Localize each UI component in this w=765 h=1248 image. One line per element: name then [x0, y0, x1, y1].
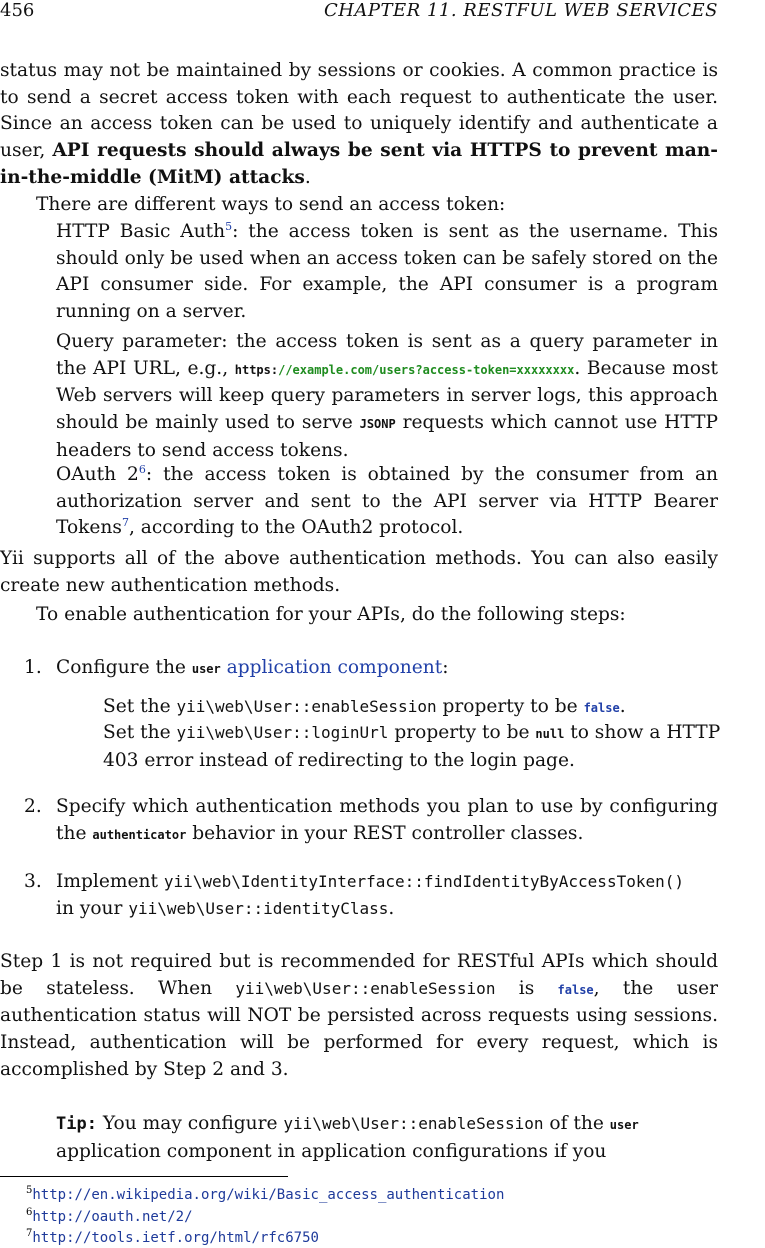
footnote-5 — [26, 1184, 504, 1205]
method-term: OAuth 2 — [56, 464, 139, 485]
enable-session-code: yii\web\User::enableSession — [235, 978, 496, 998]
sub-text: to show a HTTP 403 error instead of redirecting to the login page. — [103, 722, 721, 771]
method-term: HTTP Basic Auth — [56, 221, 226, 242]
step-text-pre: Specify which authentication methods you plan to use by configuring the — [56, 796, 718, 844]
footnote-link[interactable]: http://oauth.net/2/ — [32, 1209, 193, 1225]
find-identity-code: yii\web\IdentityInterface::findIdentityByAccessToken() — [163, 872, 684, 891]
example-url-scheme: https: — [234, 362, 279, 377]
tip-text: of the — [543, 1113, 610, 1134]
sub-text: . — [619, 696, 626, 717]
intro-text: status may not be maintained by sessions or cookies. A common practice is to send a secret access token with each request to authenticate the user. Since an access token can be used to uniquely identify and authenticate a user, — [0, 60, 718, 162]
footnote-number: 6 — [26, 1207, 33, 1218]
sub-text: Set the — [103, 696, 177, 717]
footnote-number: 5 — [26, 1185, 33, 1196]
sub-text: Set the — [103, 722, 177, 743]
footnote-ref-7[interactable]: 7 — [121, 516, 129, 530]
method-desc: : the access token is obtained by the consumer from an authorization server and sent to the API server via HTTP Bearer Tokens — [56, 464, 719, 539]
step-2-text — [56, 794, 718, 848]
jsonp-code: JSONP — [359, 417, 396, 432]
login-url-code: yii\web\User::loginUrl — [176, 723, 389, 742]
user-code: user — [191, 662, 221, 676]
tip-text: You may configure — [96, 1113, 284, 1134]
false-value: false — [583, 701, 620, 715]
step-note-paragraph — [0, 949, 718, 1084]
note-text: is — [495, 977, 558, 999]
method-desc: , according to the OAuth2 protocol. — [128, 517, 464, 539]
footnote-7 — [26, 1227, 319, 1248]
tip-box — [56, 1111, 676, 1165]
application-component-link[interactable]: application component — [226, 657, 443, 678]
enable-session-code: yii\web\User::enableSession — [176, 697, 437, 716]
enable-session-code: yii\web\User::enableSession — [283, 1114, 544, 1133]
step-1-sub-enable-session — [103, 694, 723, 722]
step-number: 2. — [24, 796, 42, 817]
step-text-pre: Implement — [56, 871, 164, 892]
footnote-divider — [0, 1176, 288, 1177]
step-text-post: behavior in your REST controller classes. — [186, 822, 584, 844]
step-text — [56, 896, 765, 923]
https-warning: API requests should always be sent via HTTPS to prevent man-in-the-middle (MitM) attacks — [0, 140, 718, 188]
footnote-link[interactable]: http://tools.ietf.org/html/rfc6750 — [32, 1230, 319, 1246]
method-desc: : the access token is sent as the username. This should only be used when an access token can be safely stored on the API consumer side. For example, the API consumer is a program running on a server. — [56, 221, 719, 323]
method-oauth2 — [56, 462, 718, 542]
method-query-parameter — [56, 329, 718, 465]
footnote-link[interactable]: http://en.wikipedia.org/wiki/Basic_access_authentication — [32, 1187, 505, 1203]
sub-text: property to be — [388, 722, 536, 743]
sub-text: property to be — [436, 696, 584, 717]
note-text: Step 1 is not required but is recommended for RESTful APIs which should be stateless. When — [0, 951, 718, 999]
method-basic-auth — [56, 219, 718, 326]
note-text: , the user authentication status will NOT be persisted across requests using sessions. Instead, authentication will be performed for every request, which is accomplished by Step 2 and 3. — [0, 977, 719, 1080]
step-number: 3. — [24, 871, 42, 892]
step-text-pre: in your — [56, 898, 129, 919]
false-value: false — [557, 982, 594, 997]
step-1-sub-login-url — [103, 720, 723, 774]
identity-class-code: yii\web\User::identityClass — [128, 899, 389, 918]
method-desc: requests which cannot use HTTP headers to send access tokens. — [56, 412, 718, 461]
step-text — [56, 655, 765, 683]
chapter-title: CHAPTER 11. RESTFUL WEB SERVICES — [323, 0, 718, 21]
tip-text: application component in application configurations if you — [56, 1140, 607, 1162]
null-value: null — [535, 727, 565, 741]
step-text — [56, 869, 765, 896]
intro-paragraph — [0, 58, 718, 192]
step-text-pre: Configure the — [56, 657, 192, 678]
footnote-6 — [26, 1206, 193, 1227]
example-url: //example.com/users?access-token=xxxxxxxx — [278, 362, 575, 377]
intro-period: . — [304, 166, 311, 188]
method-desc: . Because most Web servers will keep query parameters in server logs, this approach should be mainly used to serve — [56, 357, 718, 434]
steps-intro: To enable authentication for your APIs, do the following steps: — [36, 604, 626, 625]
method-desc: : the access token is sent as a query parameter in the API URL, e.g., — [56, 331, 718, 379]
ways-intro: There are different ways to send an access token: — [36, 194, 506, 215]
yii-supports-paragraph: Yii supports all of the above authentication methods. You can also easily create new authentication methods. — [0, 548, 718, 596]
authenticator-code: authenticator — [92, 827, 187, 842]
step-text-post: . — [388, 898, 395, 919]
tip-label: Tip: — [56, 1114, 97, 1134]
step-text-post: : — [442, 657, 449, 678]
user-code: user — [609, 1118, 639, 1132]
footnote-ref-6[interactable]: 6 — [138, 462, 146, 476]
footnote-ref-5[interactable]: 5 — [225, 219, 233, 233]
step-number: 1. — [24, 657, 42, 678]
running-header — [0, 0, 718, 24]
page-number: 456 — [0, 0, 35, 21]
method-term: Query parameter — [56, 331, 222, 352]
footnote-number: 7 — [26, 1228, 33, 1239]
